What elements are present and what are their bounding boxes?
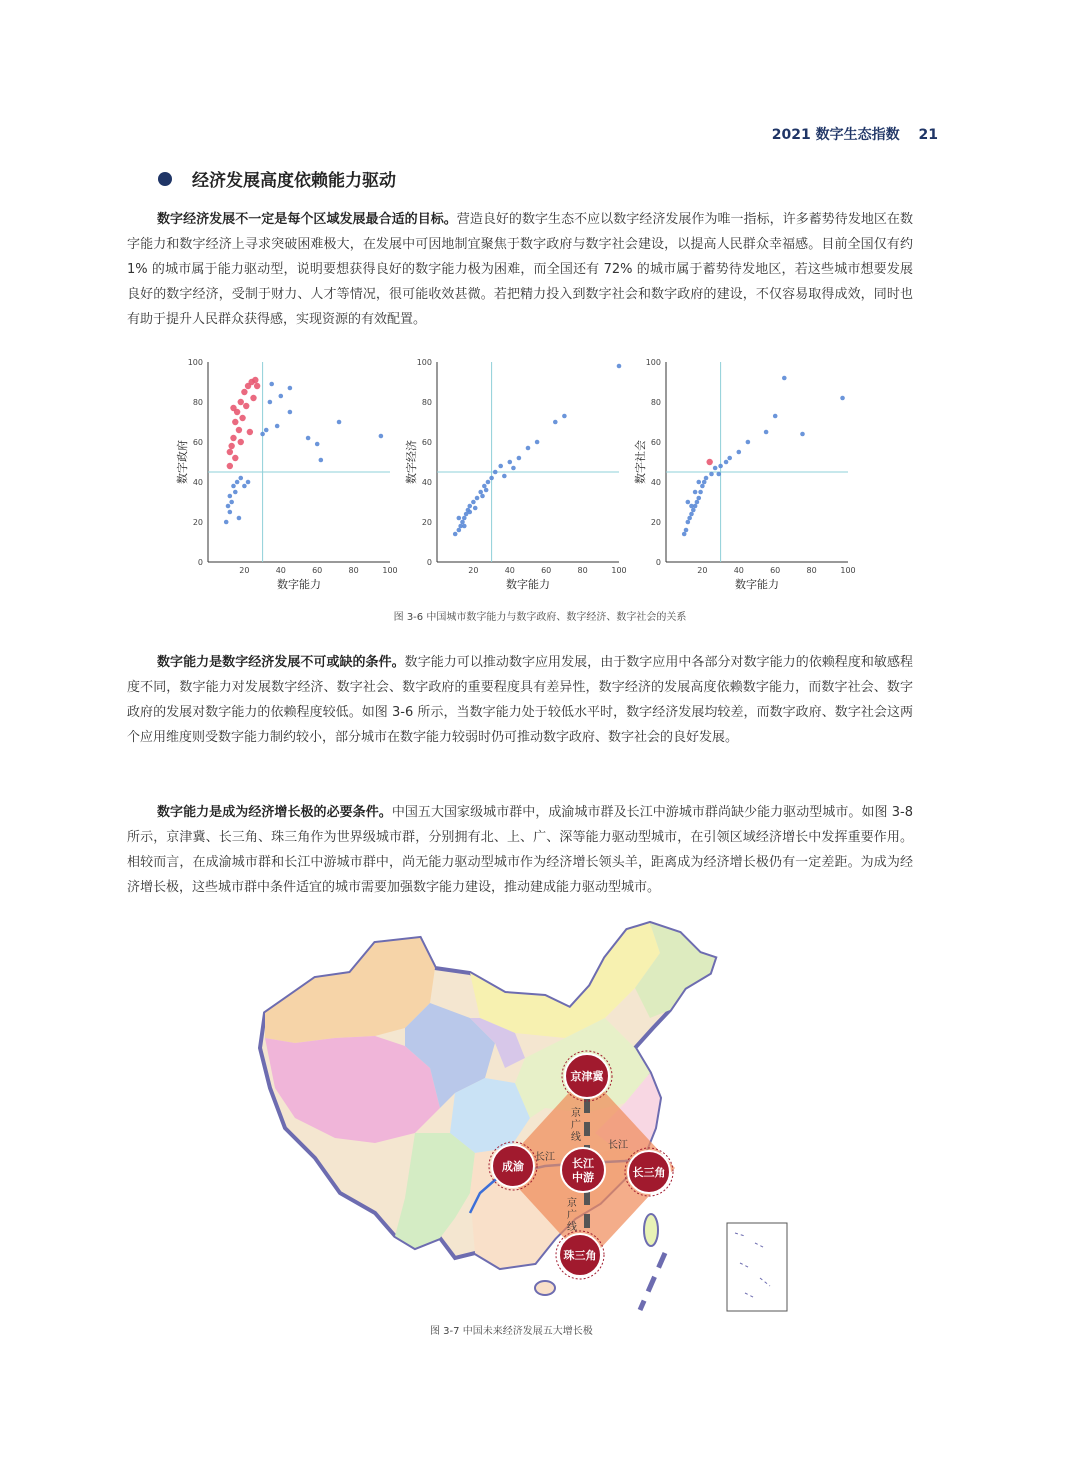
scatter-point xyxy=(471,500,476,505)
y-tick-label: 0 xyxy=(426,558,432,567)
scatter-point xyxy=(478,490,483,495)
scatter-point xyxy=(480,494,485,499)
y-tick-label: 80 xyxy=(650,398,661,407)
x-tick-label: 20 xyxy=(697,566,708,575)
x-tick-label: 80 xyxy=(806,566,817,575)
paragraph-2-lead: 数字能力是数字经济发展不可或缺的条件。 xyxy=(157,655,405,670)
scatter-point xyxy=(704,476,709,481)
y-tick-label: 80 xyxy=(192,398,203,407)
scatter-chart-economy xyxy=(404,358,627,591)
paragraph-3-body: 中国五大国家级城市群中，成渝城市群及长江中游城市群尚缺少能力驱动型城市。如图 3-8 所示，京津冀、长三角、珠三角作为世界级城市群，分别拥有北、上、广、深等能力驱动型城市，在引领区域经济增长中发挥重要作用。相较而言，在成渝城市群和长江中游城市群中，尚无能力驱动型城市作为经济增长领头羊，距离成为经济增长极仍有一定差距。为成为经济增长极，这些城市群中条件适宜的城市需要加强数字能力建设，推动建成能力驱动型城市。 xyxy=(127,805,913,895)
y-tick-label: 40 xyxy=(650,478,661,487)
x-tick-label: 100 xyxy=(611,566,627,575)
y-tick-label: 0 xyxy=(197,558,203,567)
scatter-point xyxy=(508,460,513,465)
y-tick-label: 20 xyxy=(650,518,661,527)
header-title: 2021 数字生态指数 xyxy=(771,127,900,143)
scatter-point xyxy=(716,472,721,477)
scatter-point xyxy=(288,410,293,415)
scatter-point xyxy=(682,532,687,537)
map-node-changjiang-label-1: 长江 xyxy=(572,1157,594,1170)
scatter-point xyxy=(691,508,696,513)
x-axis-label: 数字能力 xyxy=(506,578,550,591)
y-tick-label: 80 xyxy=(421,398,432,407)
scatter-point xyxy=(462,524,467,529)
section-title: 经济发展高度依赖能力驱动 xyxy=(192,171,396,191)
y-tick-label: 60 xyxy=(192,438,203,447)
scatter-point-highlight xyxy=(252,377,258,383)
scatter-point xyxy=(617,364,622,369)
scatter-point xyxy=(709,472,714,477)
scatter-point xyxy=(773,414,778,419)
scatter-point-highlight xyxy=(232,455,238,461)
scatter-point xyxy=(517,456,522,461)
y-tick-label: 40 xyxy=(421,478,432,487)
scatter-point-highlight xyxy=(232,419,238,425)
scatter-point xyxy=(237,516,242,521)
x-axis-label: 数字能力 xyxy=(277,578,321,591)
scatter-point xyxy=(337,420,342,425)
paragraph-3 xyxy=(127,800,913,900)
scatter-point xyxy=(696,480,701,485)
y-axis-label: 数字社会 xyxy=(634,440,647,484)
scatter-point xyxy=(467,504,472,509)
scatter-point xyxy=(727,456,732,461)
map-node-changsanjiao-label: 长三角 xyxy=(632,1166,666,1179)
scatter-point xyxy=(689,512,694,517)
scatter-point xyxy=(700,484,705,489)
header-page-number: 21 xyxy=(918,127,938,143)
map-node-changsanjiao xyxy=(625,1148,673,1196)
scatter-point xyxy=(493,470,498,475)
x-tick-label: 80 xyxy=(577,566,588,575)
paragraph-2-body: 数字能力可以推动数字应用发展，由于数字应用中各部分对数字能力的依赖程度和敏感程度不同，数字能力对发展数字经济、数字社会、数字政府的重要程度具有差异性，数字经济的发展高度依赖数字能力，而数字社会、数字政府的发展对数字能力的依赖程度较低。如图 3-6 所示，当数字能力处于较低水平时，数字经济发展均较差，而数字政府、数字社会这两个应用维度则受数字能力制约较小，部分城市在数字能力较弱时仍可推动数字政府、数字社会的良好发展。 xyxy=(127,655,913,745)
y-tick-label: 20 xyxy=(421,518,432,527)
scatter-point xyxy=(246,480,251,485)
scatter-point xyxy=(462,516,467,521)
scatter-point-highlight xyxy=(230,435,236,441)
scatter-point xyxy=(379,434,384,439)
scatter-point xyxy=(502,474,507,479)
scatter-point xyxy=(288,386,293,391)
scatter-point xyxy=(226,504,231,509)
scatter-point xyxy=(260,432,265,437)
map-south-china-sea-inset xyxy=(727,1223,787,1311)
scatter-point xyxy=(702,480,707,485)
x-tick-label: 40 xyxy=(733,566,744,575)
map-label-jing-1: 京 xyxy=(571,1108,581,1119)
x-tick-label: 40 xyxy=(504,566,515,575)
scatter-point xyxy=(687,516,692,521)
y-tick-label: 100 xyxy=(187,358,203,367)
map-label-xian-2: 线 xyxy=(567,1222,577,1233)
map-label-guang-2: 广 xyxy=(567,1210,577,1221)
section-heading xyxy=(158,166,396,191)
scatter-point xyxy=(693,490,698,495)
scatter-point-highlight xyxy=(236,427,242,433)
scatter-point xyxy=(718,464,723,469)
scatter-point xyxy=(233,490,238,495)
scatter-point-highlight xyxy=(227,463,233,469)
figure-3-7-caption: 图 3-7 中国未来经济发展五大增长极 xyxy=(430,1326,593,1337)
x-tick-label: 60 xyxy=(541,566,552,575)
scatter-point xyxy=(684,528,689,533)
scatter-point-highlight xyxy=(243,403,249,409)
map-label-xian-1: 线 xyxy=(571,1132,581,1143)
scatter-point xyxy=(511,466,516,471)
paragraph-1-lead: 数字经济发展不一定是每个区域发展最合适的目标。 xyxy=(157,212,457,227)
y-axis-label: 数字经济 xyxy=(405,440,418,484)
paragraph-2 xyxy=(127,650,913,750)
scatter-point xyxy=(489,476,494,481)
scatter-point xyxy=(460,520,465,525)
map-label-jing-2: 京 xyxy=(567,1198,577,1209)
scatter-point xyxy=(228,510,233,515)
scatter-point xyxy=(689,504,694,509)
scatter-point xyxy=(268,400,273,405)
y-axis-label: 数字政府 xyxy=(176,440,189,484)
scatter-point xyxy=(467,510,472,515)
scatter-point xyxy=(746,440,751,445)
map-node-changjiang-label-2: 中游 xyxy=(572,1171,594,1184)
y-tick-label: 100 xyxy=(645,358,661,367)
scatter-point xyxy=(235,480,240,485)
scatter-point xyxy=(713,466,718,471)
figure-3-6-scatter-plots xyxy=(172,352,872,602)
scatter-point xyxy=(486,480,491,485)
map-taiwan xyxy=(644,1214,658,1246)
scatter-point xyxy=(724,460,729,465)
scatter-chart-society xyxy=(633,358,856,591)
scatter-point xyxy=(231,484,236,489)
scatter-point xyxy=(319,458,324,463)
scatter-point xyxy=(686,500,691,505)
scatter-point-highlight xyxy=(238,439,244,445)
y-tick-label: 40 xyxy=(192,478,203,487)
y-tick-label: 100 xyxy=(416,358,432,367)
scatter-point xyxy=(306,436,311,441)
paragraph-1-body: 营造良好的数字生态不应以数字经济发展作为唯一指标，许多蓄势待发地区在数字能力和数字经济上寻求突破困难极大，在发展中可因地制宜聚焦于数字政府与数字社会建设，以提高人民群众幸福感。目前全国仅有约 1% 的城市属于能力驱动型，说明要想获得良好的数字能力极为困难，而全国还有 72% 的城市属于蓄势待发地区，若这些城市想要发展良好的数字经济，受制于财力、人才等情况，很可能收效甚微。若把精力投入到数字社会和数字政府的建设，不仅容易取得成效，同时也有助于提升人民群众获得感，实现资源的有效配置。 xyxy=(127,212,913,327)
scatter-point-highlight xyxy=(227,449,233,455)
map-label-yangtze-right: 长江 xyxy=(608,1140,628,1151)
map-label-yangtze-left: 长江 xyxy=(535,1152,555,1163)
scatter-point xyxy=(782,376,787,381)
scatter-point-highlight xyxy=(247,429,253,435)
scatter-point xyxy=(275,424,280,429)
bullet-dot-icon xyxy=(158,172,172,186)
x-tick-label: 100 xyxy=(840,566,856,575)
scatter-point-highlight xyxy=(254,383,260,389)
scatter-point xyxy=(698,490,703,495)
scatter-point xyxy=(229,500,234,505)
scatter-point xyxy=(562,414,567,419)
map-label-guang-1: 广 xyxy=(571,1120,581,1131)
x-axis-label: 数字能力 xyxy=(735,578,779,591)
china-growth-poles-map xyxy=(255,918,815,1318)
scatter-point xyxy=(482,484,487,489)
scatter-point xyxy=(686,520,691,525)
scatter-point-highlight xyxy=(706,459,712,465)
scatter-point xyxy=(535,440,540,445)
scatter-point xyxy=(269,382,274,387)
paragraph-1 xyxy=(127,207,913,332)
scatter-point xyxy=(475,496,480,501)
scatter-point xyxy=(473,506,478,511)
scatter-point xyxy=(764,430,769,435)
scatter-point xyxy=(484,488,489,493)
map-node-zhusanjiao-label: 珠三角 xyxy=(563,1249,597,1262)
x-tick-label: 60 xyxy=(312,566,323,575)
scatter-point xyxy=(457,528,462,533)
x-tick-label: 100 xyxy=(382,566,398,575)
x-tick-label: 40 xyxy=(275,566,286,575)
scatter-point-highlight xyxy=(239,415,245,421)
scatter-point xyxy=(498,464,503,469)
map-hainan xyxy=(535,1281,555,1295)
y-tick-label: 20 xyxy=(192,518,203,527)
scatter-point xyxy=(224,520,229,525)
figure-3-6-caption: 图 3-6 中国城市数字能力与数字政府、数字经济、数字社会的关系 xyxy=(393,612,687,623)
x-tick-label: 60 xyxy=(770,566,781,575)
scatter-point xyxy=(526,446,531,451)
scatter-point xyxy=(840,396,845,401)
scatter-chart-government xyxy=(175,358,398,591)
x-tick-label: 20 xyxy=(468,566,479,575)
running-header xyxy=(772,124,938,144)
scatter-point xyxy=(242,484,247,489)
scatter-point xyxy=(264,428,269,433)
scatter-point-highlight xyxy=(241,389,247,395)
scatter-point xyxy=(553,420,558,425)
y-tick-label: 60 xyxy=(421,438,432,447)
scatter-point-highlight xyxy=(238,399,244,405)
y-tick-label: 0 xyxy=(655,558,661,567)
scatter-point xyxy=(453,532,458,537)
scatter-point-highlight xyxy=(228,443,234,449)
map-node-chengyu-label: 成渝 xyxy=(502,1160,524,1173)
scatter-point xyxy=(737,450,742,455)
scatter-point-highlight xyxy=(250,395,256,401)
x-tick-label: 80 xyxy=(348,566,359,575)
scatter-point xyxy=(695,500,700,505)
scatter-point xyxy=(457,516,462,521)
scatter-point xyxy=(800,432,805,437)
scatter-point xyxy=(696,496,701,501)
x-tick-label: 20 xyxy=(239,566,250,575)
scatter-point xyxy=(228,494,233,499)
map-node-changjiang xyxy=(561,1148,605,1192)
scatter-point xyxy=(279,394,284,399)
map-node-jingjinji-label: 京津冀 xyxy=(570,1070,604,1083)
scatter-point xyxy=(238,476,243,481)
map-dashed-border xyxy=(640,1253,665,1310)
paragraph-3-lead: 数字能力是成为经济增长极的必要条件。 xyxy=(157,805,392,820)
scatter-point-highlight xyxy=(230,405,236,411)
y-tick-label: 60 xyxy=(650,438,661,447)
scatter-point xyxy=(315,442,320,447)
